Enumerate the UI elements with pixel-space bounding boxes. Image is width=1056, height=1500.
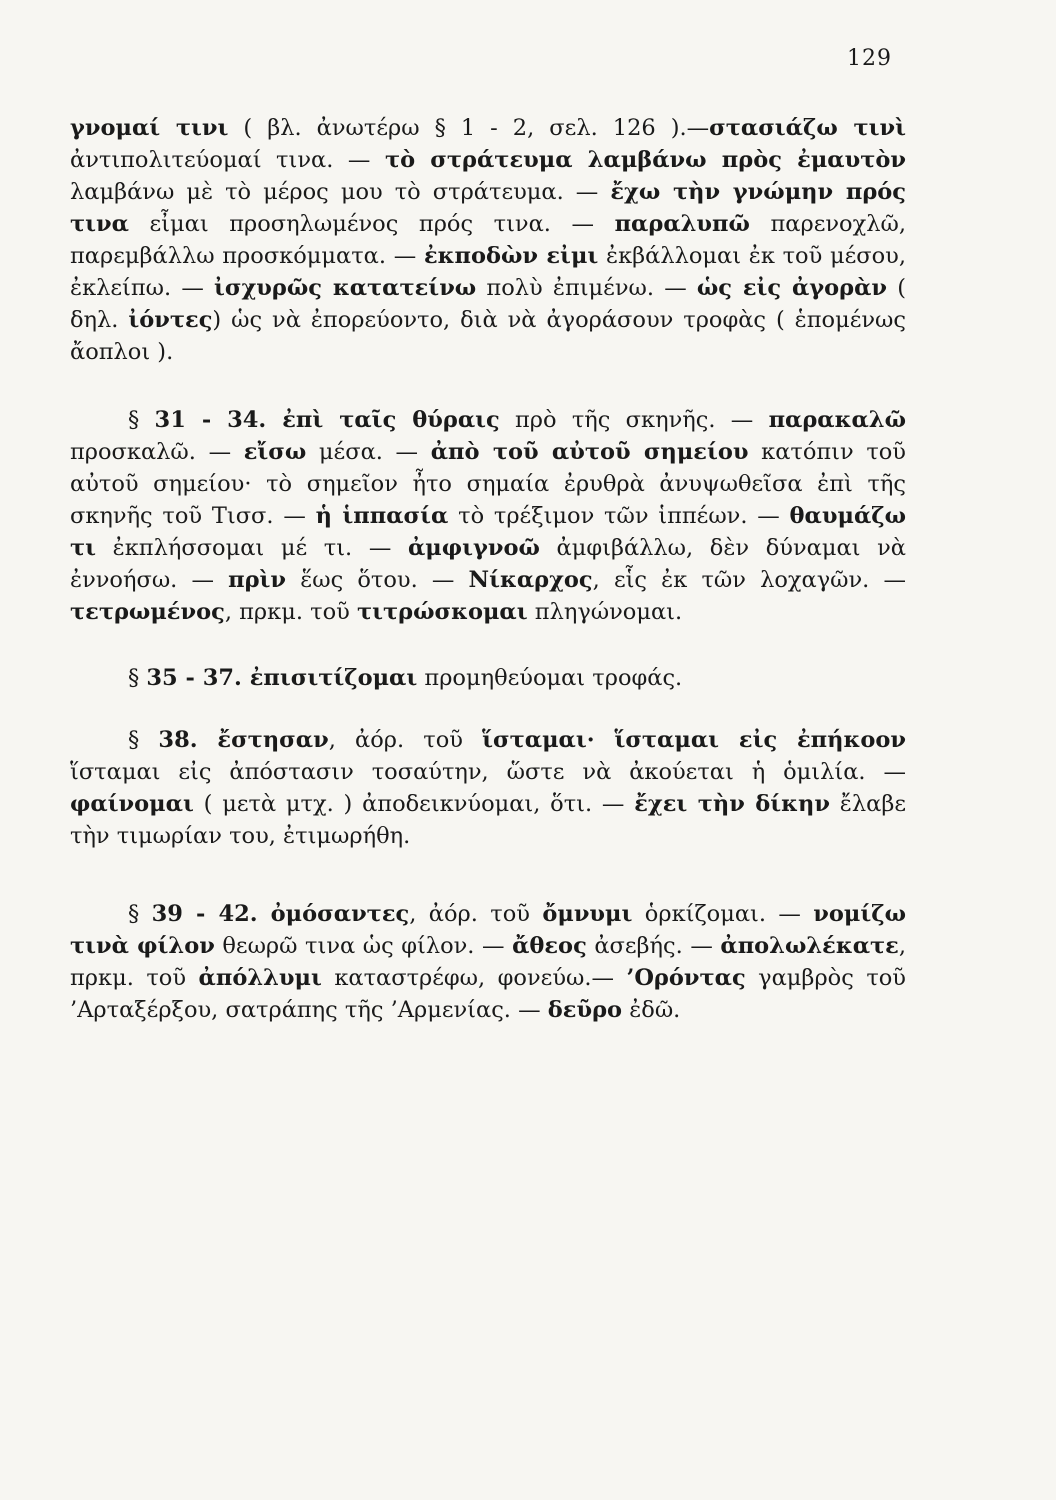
bold-term: ἀπὸ τοῦ αὐτοῦ σημείου [430,439,749,465]
bold-term: παρακαλῶ [768,407,907,433]
bold-term: τετρωμένος [70,599,225,625]
bold-term: 35 - 37. ἐπισιτίζομαι [146,665,418,691]
gloss-text: § [128,407,155,433]
bold-term: εἴσω [243,439,307,465]
gloss-text: προσκαλῶ. — [70,439,244,465]
gloss-text: , πρκμ. τοῦ [224,599,357,625]
paragraph-section-35-37 [70,662,906,694]
gloss-text: τὸ τρέξιμον τῶν ἱππέων. — [448,503,790,529]
bold-term: ἄθεος [512,933,587,959]
page-number: 129 [847,46,892,71]
bold-term: φαίνομαι [70,791,194,817]
bold-term: πρὶν [228,567,287,593]
gloss-text: εἶμαι προσηλωμένος πρός τινα. — [128,211,615,237]
gloss-text: ( δηλ. [70,275,907,333]
gloss-text: θεωρῶ τινα ὡς φίλον. — [214,933,513,959]
bold-term: τὸ στράτευμα λαμβάνω πρὸς ἐμαυτὸν [384,147,906,173]
bold-term: ἵσταμαι· ἵσταμαι εἰς ἐπήκοον [482,727,906,753]
bold-term: 31 - 34. ἐπὶ ταῖς θύραις [154,407,500,433]
gloss-text: ἐδῶ. [622,997,681,1023]
bold-term: ἡ ἱππασία [315,503,449,529]
bold-term: ἔχω τὴν γνώμην πρός τινα [70,179,906,237]
gloss-text: , εἷς ἐκ τῶν λοχαγῶν. — [592,567,906,593]
gloss-text: ἀμφιβάλλω, δὲν δύναμαι νὰ ἐννοήσω. — [70,535,906,593]
gloss-text: ἔλαβε τὴν τιμωρίαν του, ἐτιμωρήθη. [70,791,907,849]
bold-term: νομίζω τινὰ φίλον [70,901,907,959]
bold-term: ἀπόλλυμι [198,965,322,991]
gloss-text: ἐκβάλλομαι ἐκ τοῦ μέσου, ἐκλείπω. — [70,243,906,301]
bold-term: Νίκαρχος [468,567,593,593]
gloss-text: ἵσταμαι εἰς ἀπόστασιν τοσαύτην, ὥστε νὰ ἀκούεται ἡ ὁμιλία. — [70,759,906,785]
gloss-text: § [128,727,159,753]
bold-term: 38. ἔστησαν [158,727,329,753]
gloss-text: , πρκμ. τοῦ [70,933,906,991]
gloss-text: μέσα. — [306,439,431,465]
gloss-text: λαμβάνω μὲ τὸ μέρος μου τὸ στράτευμα. — [70,179,611,205]
paragraph-1 [70,112,906,368]
bold-term: ἀμφιγνοῶ [407,535,540,561]
gloss-text: , ἀόρ. τοῦ [328,727,483,753]
paragraph-section-38 [70,724,906,852]
bold-term: ἰσχυρῶς κατατείνω [214,275,477,301]
gloss-text: πολὺ ἐπιμένω. — [476,275,697,301]
gloss-text: πρὸ τῆς σκηνῆς. — [499,407,769,433]
gloss-text: ἀσεβής. — [586,933,721,959]
gloss-text: καταστρέφω, φονεύω.— [321,965,627,991]
gloss-text: § [128,665,147,691]
paragraph-section-31-34 [70,404,906,628]
gloss-text: προμηθεύομαι τροφάς. [417,665,683,691]
page-body [70,112,906,1026]
gloss-text: ( βλ. ἀνωτέρω § 1 - 2, σελ. 126 ).— [228,115,710,141]
bold-term: ὄμνυμι [542,901,633,927]
gloss-text: πληγώνομαι. [527,599,683,625]
gloss-text: ) ὡς νὰ ἐπορεύοντο, διὰ νὰ ἀγοράσουν τροφὰς ( ἑπομένως ἄοπλοι ). [70,307,906,365]
bold-term: δεῦρο [547,997,623,1023]
bold-term: ἀπολωλέκατε [720,933,899,959]
gloss-text: ἕως ὅτου. — [286,567,469,593]
bold-term: ὡς εἰς ἀγορὰν [696,275,888,301]
gloss-text: ἐκπλήσσομαι μέ τι. — [96,535,408,561]
bold-term: τιτρώσκομαι [356,599,528,625]
bold-term: ἔχει τὴν δίκην [634,791,831,817]
gloss-text: § [128,901,152,927]
bold-term: θαυμάζω τι [70,503,907,561]
gloss-text: γαμβρὸς τοῦ ’Αρταξέρξου, σατράπης τῆς ’Αρμενίας. — [70,965,906,1023]
gloss-text: κατόπιν τοῦ αὐτοῦ σημείου· τὸ σημεῖον ἦτο σημαία ἐρυθρὰ ἀνυψωθεῖσα ἐπὶ τῆς σκηνῆς τοῦ Τισσ. — [70,439,906,529]
gloss-text: παρενοχλῶ, παρεμβάλλω προσκόμματα. — [70,211,906,269]
gloss-text: ἀντιπολιτεύομαί τινα. — [70,147,385,173]
bold-term: στασιάζω τινὶ [709,115,906,141]
gloss-text: ( μετὰ μτχ. ) ἀποδεικνύομαι, ὅτι. — [193,791,635,817]
bold-term: γνομαί τινι [70,115,229,141]
gloss-text: ὁρκίζομαι. — [632,901,814,927]
gloss-text: , ἀόρ. τοῦ [409,901,543,927]
bold-term: ’Ορόντας [626,965,746,991]
bold-term: ἰόντες [128,307,213,333]
paragraph-section-39-42 [70,898,906,1026]
bold-term: 39 - 42. ὀμόσαντες [151,901,410,927]
bold-term: παραλυπῶ [614,211,750,237]
bold-term: ἐκποδὼν εἰμι [423,243,599,269]
